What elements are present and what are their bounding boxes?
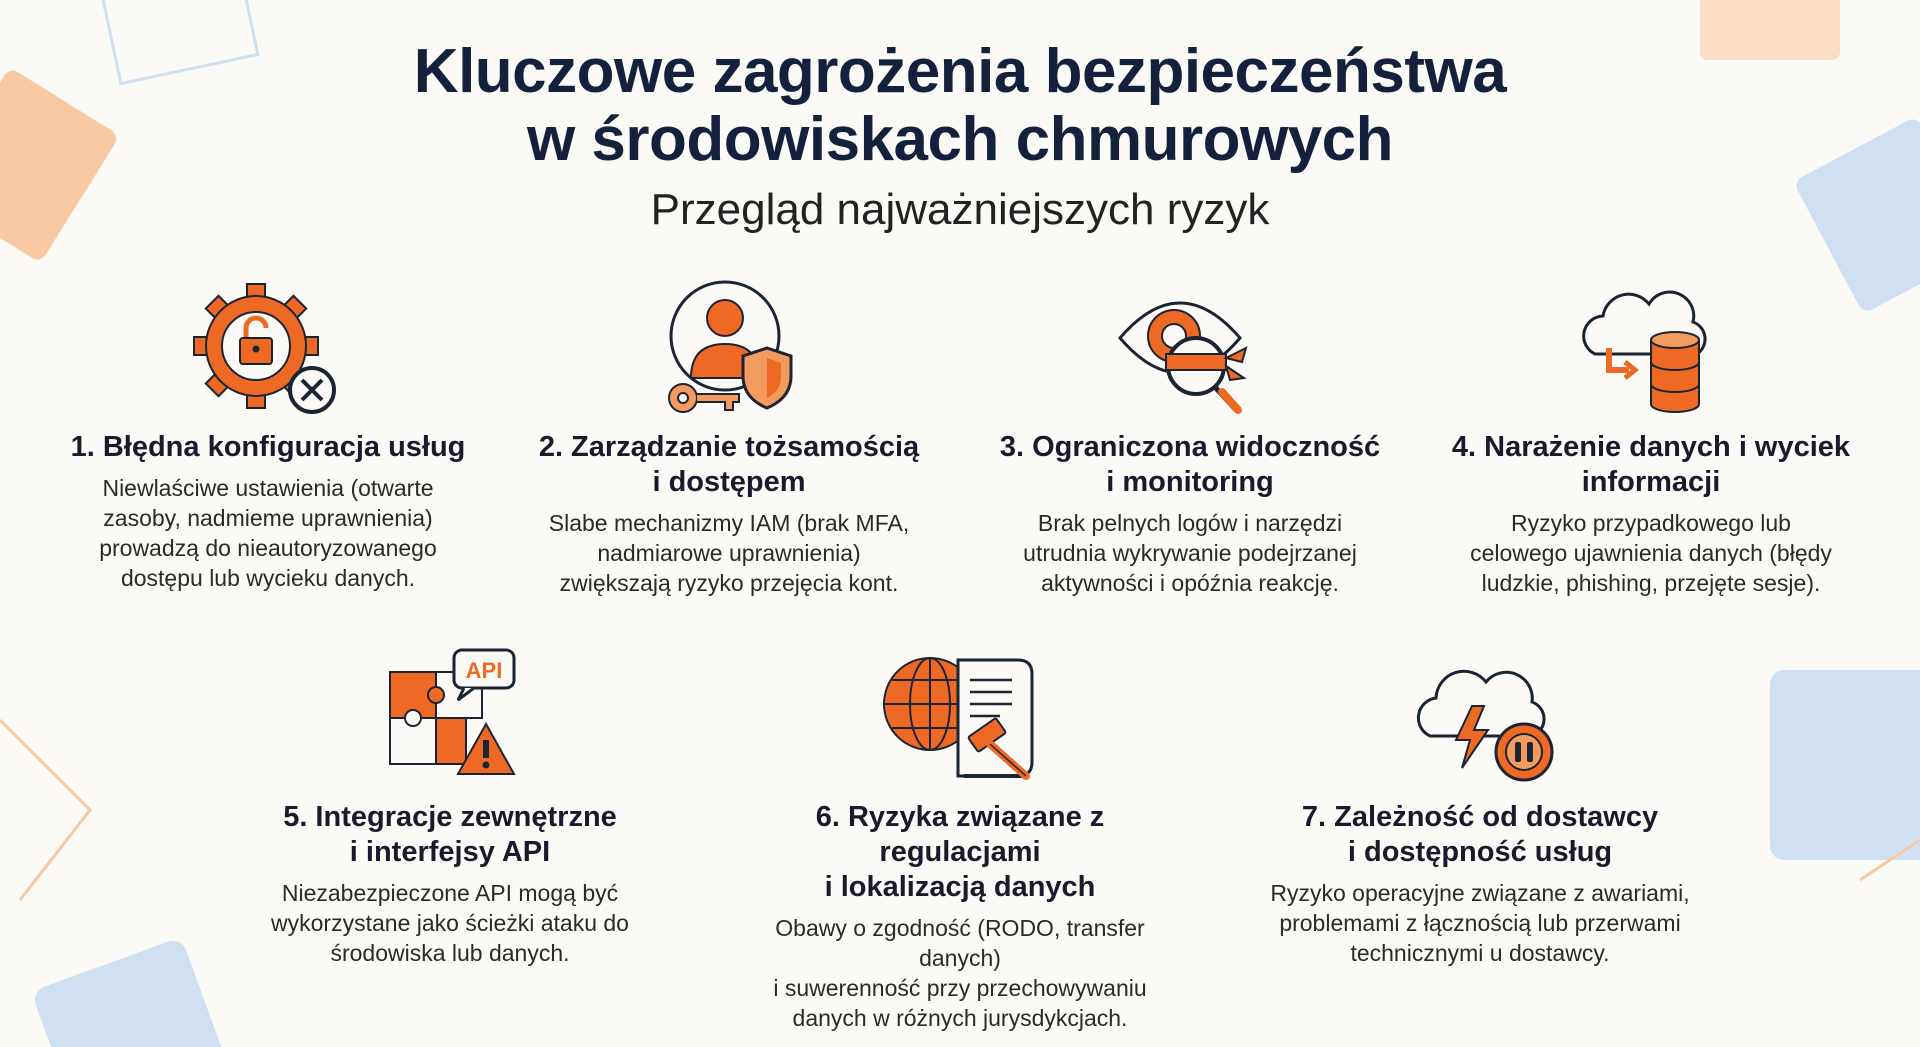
desc-line: technicznymi u dostawcy.: [1350, 940, 1610, 966]
risk-card-title-line2: i monitoring: [1106, 466, 1274, 498]
risk-card-title-line1: 2. Zarządzanie tożsamością: [538, 431, 920, 463]
risk-card-title-line2: i dostępność usług: [1347, 836, 1613, 868]
desc-line: Ryzyko przypadkowego lub: [1511, 510, 1791, 536]
desc-line: prowadzą do nieautoryzowanego: [99, 535, 437, 561]
risk-card-data-exposure: [1431, 278, 1871, 598]
risk-card-description: [1431, 508, 1871, 598]
desc-line: utrudnia wykrywanie podejrzanej: [1023, 540, 1357, 566]
risk-card-misconfiguration: [48, 278, 488, 593]
cloud-lightning-pause-icon: [1400, 648, 1560, 788]
risk-card-title: [1260, 800, 1700, 870]
risk-card-title-line2: i interfejsy API: [349, 836, 551, 868]
desc-line: Niewlaściwe ustawienia (otwarte: [102, 475, 434, 501]
risk-card-title-line1: 1. Błędna konfiguracja usług: [70, 431, 466, 463]
risk-card-description: [740, 913, 1180, 1033]
cloud-database-leak-icon: [1571, 278, 1731, 418]
blindfolded-eye-magnifier-icon: [1110, 278, 1270, 418]
desc-line: danych w różnych jurysdykcjach.: [792, 1005, 1128, 1031]
risk-card-description: [230, 878, 670, 968]
api-label: API: [465, 658, 503, 683]
risk-card-identity-access: [509, 278, 949, 598]
risk-card-title-line1: 6. Ryzyka związane z regulacjami: [815, 801, 1105, 868]
page-subtitle: Przegląd najważniejszych ryzyk: [650, 185, 1270, 234]
desc-line: dostępu lub wycieku danych.: [120, 565, 416, 591]
risk-card-title: [48, 430, 488, 465]
desc-line: problemami z łącznością lub przerwami: [1279, 910, 1681, 936]
puzzle-api-warning-icon: [370, 648, 530, 788]
desc-line: Slabe mechanizmy IAM (brak MFA,: [548, 510, 910, 536]
gear-lock-error-icon: [188, 278, 348, 418]
desc-line: aktywności i opóźnia reakcję.: [1041, 570, 1339, 596]
risk-card-title-line1: 5. Integracje zewnętrzne: [283, 801, 617, 833]
risk-card-title-line2: i dostępem: [652, 466, 806, 498]
desc-line: celowego ujawnienia danych (błędy: [1470, 540, 1832, 566]
risk-card-description: [970, 508, 1410, 598]
risk-card-title: [740, 800, 1180, 905]
page-title-line1: Kluczowe zagrożenia bezpieczeństwa: [413, 37, 1507, 106]
desc-line: środowiska lub danych.: [330, 940, 570, 966]
risk-card-title-line1: 4. Narażenie danych i wyciek: [1451, 431, 1851, 463]
risk-card-visibility-monitoring: [970, 278, 1410, 598]
risk-card-title-line1: 3. Ograniczona widoczność: [999, 431, 1381, 463]
desc-line: zwiększają ryzyko przejęcia kont.: [559, 570, 899, 596]
desc-line: Obawy o zgodność (RODO, transfer danych): [775, 915, 1145, 971]
page-title: [0, 38, 1920, 174]
risk-card-title: [1431, 430, 1871, 500]
risk-card-vendor-dependency: [1260, 648, 1700, 968]
desc-line: ludzkie, phishing, przejęte sesje).: [1481, 570, 1821, 596]
risk-card-title: [230, 800, 670, 870]
desc-line: Ryzyko operacyjne związane z awariami,: [1270, 880, 1690, 906]
risk-card-description: [48, 473, 488, 593]
risk-card-description: [1260, 878, 1700, 968]
risk-card-title: [970, 430, 1410, 500]
risk-card-regulations-data-location: [740, 648, 1180, 1033]
risk-card-title-line2: i lokalizacją danych: [824, 871, 1096, 903]
user-key-shield-icon: [649, 278, 809, 418]
desc-line: nadmiarowe uprawnienia): [597, 540, 861, 566]
globe-document-gavel-icon: [880, 648, 1040, 788]
risk-card-title-line1: 7. Zależność od dostawcy: [1301, 801, 1659, 833]
desc-line: wykorzystane jako ścieżki ataku do: [271, 910, 629, 936]
risk-card-description: [509, 508, 949, 598]
page-title-line2: w środowiskach chmurowych: [526, 105, 1394, 174]
desc-line: Brak pelnych logów i narzędzi: [1037, 510, 1343, 536]
desc-line: i suwerenność przy przechowywaniu: [773, 975, 1147, 1001]
risk-card-api-integrations: [230, 648, 670, 968]
risk-card-title: [509, 430, 949, 500]
desc-line: zasoby, nadmieme uprawnienia): [103, 505, 433, 531]
desc-line: Niezabezpieczone API mogą być: [281, 880, 619, 906]
risk-card-title-line2: informacji: [1581, 466, 1721, 498]
